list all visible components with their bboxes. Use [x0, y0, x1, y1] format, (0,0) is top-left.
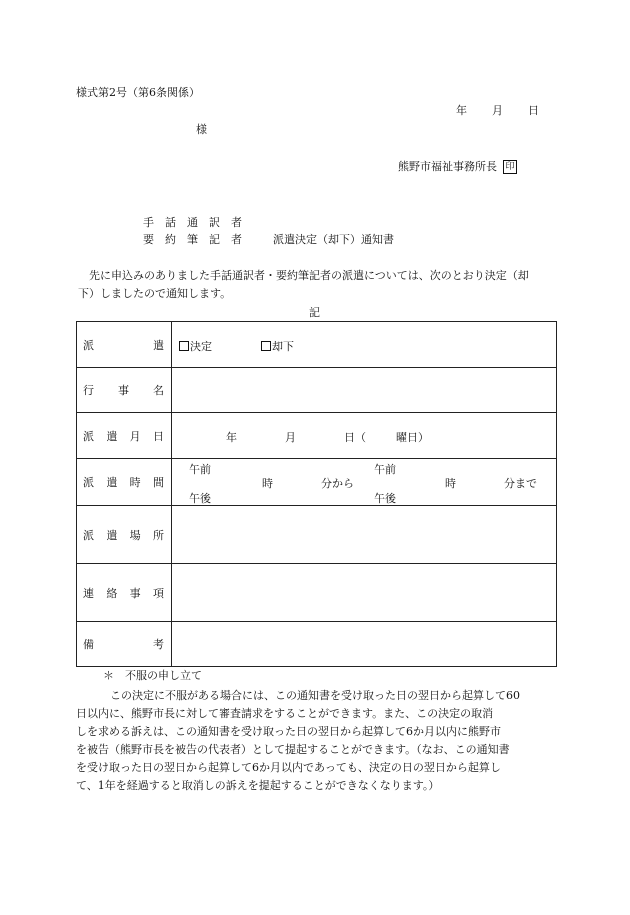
seal-mark: 印 — [503, 160, 517, 174]
date-day: 日 — [528, 104, 539, 117]
start-hour: 時 — [262, 477, 273, 490]
table-row — [77, 459, 557, 506]
table-row — [77, 322, 557, 368]
issuer-name: 熊野市福祉事務所長 — [398, 160, 497, 173]
label-char: 項 — [152, 586, 164, 600]
end-pm: 午後 — [374, 492, 396, 505]
date-day-label: 日（ — [344, 431, 366, 444]
option-rejected[interactable] — [261, 338, 294, 354]
label-char: 遣 — [106, 429, 118, 443]
label-char: 事 — [129, 586, 141, 600]
objection-line: を受け取った日の翌日から起算して6か月以内であっても、決定の日の翌日から起算し — [76, 761, 501, 774]
label-char: 遣 — [153, 338, 164, 352]
label-dispatch-date — [77, 413, 172, 459]
label-char: 名 — [153, 384, 164, 397]
objection-line: て、1年を経過すると取消しの訴えを提起することができなくなります。） — [76, 779, 440, 792]
label-char: 考 — [153, 638, 164, 651]
date-month: 月 — [492, 104, 503, 117]
label-char: 派 — [83, 528, 94, 542]
label-char: 遣 — [106, 528, 118, 542]
checkbox-rejected[interactable] — [261, 341, 271, 351]
intro-line-1: 先に申込みのありました手話通訳者・要約筆記者の派遣については、次のとおり決定（却 — [89, 269, 529, 282]
objection-line: しを求める訴えは、この通知書を受け取った日の翌日から起算して6か月以内に熊野市 — [76, 725, 501, 738]
option-decided[interactable] — [179, 338, 212, 354]
intro-line-2: 下）しましたので通知します。 — [78, 287, 232, 300]
ki-label: 記 — [309, 306, 320, 319]
objection-heading: ＊ 不服の申し立て — [103, 669, 202, 682]
date-year-label: 年 — [226, 431, 237, 444]
start-min-from: 分から — [321, 477, 354, 490]
option-decided-label: 決定 — [190, 340, 212, 353]
label-char: 絡 — [106, 586, 118, 600]
label-contact-notes — [77, 564, 172, 622]
label-event-name — [77, 368, 172, 413]
table-row — [77, 506, 557, 564]
option-rejected-label: 却下 — [272, 340, 294, 353]
label-char: 月 — [129, 429, 141, 443]
table-row — [77, 413, 557, 459]
value-event-name[interactable] — [172, 368, 557, 413]
label-char: 備 — [83, 638, 94, 651]
start-am: 午前 — [189, 463, 211, 476]
checkbox-decided[interactable] — [179, 341, 189, 351]
table-row — [77, 622, 557, 667]
start-pm: 午後 — [189, 492, 211, 505]
label-char: 場 — [129, 528, 141, 542]
label-dispatch — [77, 322, 172, 368]
value-dispatch — [172, 322, 557, 368]
title-role-line1: 手 話 通 訳 者 — [143, 216, 242, 229]
label-char: 連 — [83, 586, 94, 600]
value-dispatch-place[interactable] — [172, 506, 557, 564]
label-char: 派 — [83, 476, 94, 489]
dispatch-table — [76, 321, 557, 667]
title-main: 派遣決定（却下）通知書 — [273, 233, 394, 246]
label-char: 派 — [83, 429, 94, 443]
label-dispatch-time — [77, 459, 172, 506]
addressee-suffix: 様 — [196, 123, 207, 136]
objection-line: 日以内に、熊野市長に対して審査請求をすることができます。また、この決定の取消 — [76, 707, 494, 720]
form-number: 様式第2号（第6条関係） — [76, 86, 200, 99]
date-weekday-label: 曜日） — [396, 431, 429, 444]
label-remarks — [77, 622, 172, 667]
label-char: 事 — [118, 384, 129, 397]
date-year: 年 — [456, 104, 467, 117]
end-min-until: 分まで — [504, 477, 537, 490]
end-hour: 時 — [445, 477, 456, 490]
value-contact-notes[interactable] — [172, 564, 557, 622]
table-row — [77, 368, 557, 413]
end-am: 午前 — [374, 463, 396, 476]
issuer-line — [398, 160, 517, 174]
title-role-line2: 要 約 筆 記 者 — [143, 233, 242, 246]
label-char: 間 — [152, 476, 164, 489]
label-dispatch-place — [77, 506, 172, 564]
value-dispatch-date[interactable] — [172, 413, 557, 459]
label-char: 日 — [152, 429, 164, 443]
intro-text — [78, 267, 554, 303]
label-char: 行 — [83, 384, 94, 397]
objection-body — [76, 687, 554, 795]
label-char: 遣 — [106, 476, 118, 489]
value-remarks[interactable] — [172, 622, 557, 667]
label-char: 派 — [83, 338, 94, 352]
table-row — [77, 564, 557, 622]
objection-line: この決定に不服がある場合には、この通知書を受け取った日の翌日から起算して60 — [110, 689, 520, 702]
objection-line: を被告（熊野市長を被告の代表者）として提起することができます。（なお、この通知書 — [76, 743, 510, 756]
value-dispatch-time[interactable] — [172, 459, 557, 506]
date-month-label: 月 — [285, 431, 296, 444]
label-char: 所 — [152, 528, 164, 542]
label-char: 時 — [129, 476, 141, 489]
